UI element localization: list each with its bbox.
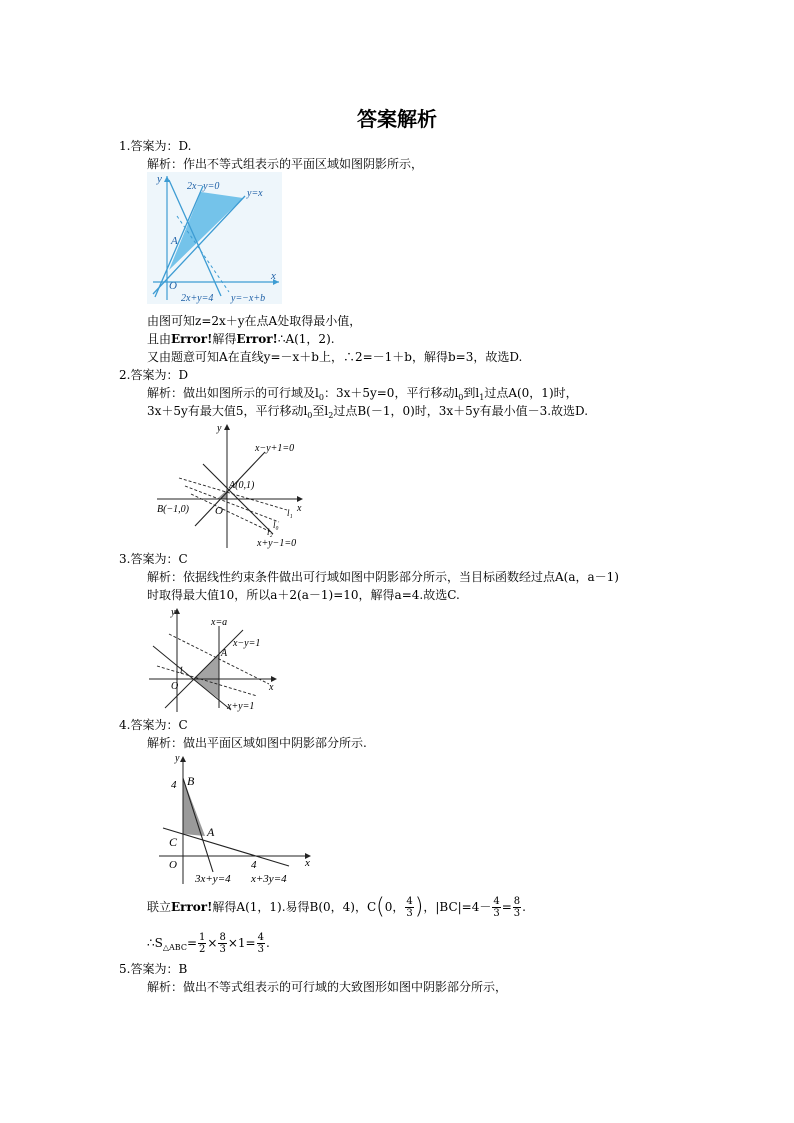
q1-analysis: 解析：作出不等式组表示的平面区域如图阴影所示， <box>147 157 424 171</box>
q5-answer: 5.答案为：B <box>119 962 188 976</box>
q4-fig-x-axis: x <box>305 857 310 869</box>
q1-fig-point-a: A <box>171 235 178 247</box>
q5-analysis: 解析：做出不等式组表示的可行域的大致图形如图中阴影部分所示， <box>147 980 508 994</box>
q1-line3: 又由题意可知A在直线y=－x＋b上，∴2=－1＋b，解得b=3，故选D. <box>147 350 523 364</box>
q3-fig-origin: O <box>171 681 179 692</box>
q4-figure <box>155 752 315 886</box>
q3-fig-label-x+y=1: x+y=1 <box>227 701 255 712</box>
q4-fig-y-axis: y <box>175 753 180 764</box>
q4-line1: 联立Error!解得A(1，1).易得B(0，4)，C(0， $\frac{4}{3}$ )，|BC|=4－ $\frac{4}{3}$ = $\frac{8}{3}$ . <box>147 894 526 920</box>
q1-line2: 且由Error!解得Error!∴A(1，2). <box>147 332 335 346</box>
q3-fig-point-a: A <box>221 648 228 659</box>
q2-fig-l0: l₀ <box>273 520 279 530</box>
q1-fig-label-y-x+b: y=−x+b <box>231 293 266 304</box>
q2-figure <box>155 422 307 550</box>
q2-fig-l1: l₁ <box>287 508 293 518</box>
q3-fig-label-x-y=1: x−y=1 <box>233 638 261 649</box>
q4-frac-4-3c: $\frac{4}{3}$ <box>257 932 264 955</box>
q3-fig-y-axis: y <box>171 607 176 618</box>
q2-fig-point-b: B(−1,0) <box>157 504 190 515</box>
q2-fig-l2: l₂ <box>267 527 273 537</box>
q1-fig-label-2x+y: 2x+y=4 <box>181 293 214 304</box>
q4-fig-point-a: A <box>207 825 215 839</box>
q4-analysis: 解析：做出平面区域如图中阴影部分所示. <box>147 736 367 750</box>
q4-fig-tick-x4: 4 <box>251 859 257 871</box>
q4-fig-tick-y4: 4 <box>171 779 177 791</box>
q3-line1: 解析：依据线性约束条件做出可行域如图中阴影部分所示，当目标函数经过点A(a，a－1) <box>147 570 619 584</box>
q1-figure <box>147 172 282 304</box>
q3-fig-x-axis: x <box>269 682 274 693</box>
q4-fig-label-3x+y: 3x+y=4 <box>195 873 231 885</box>
q1-answer: 1.答案为：D. <box>119 139 192 153</box>
q1-fig-y-axis: y <box>157 173 162 185</box>
q1-line1: 由图可知z=2x＋y在点A处取得最小值， <box>147 314 362 328</box>
q4-frac-1-2: $\frac{1}{2}$ <box>199 932 206 955</box>
q2-fig-x-axis: x <box>297 503 302 514</box>
q4-fig-point-b: B <box>187 774 195 788</box>
q2-fig-label-x-y+1: x−y+1=0 <box>255 443 295 454</box>
q4-fig-point-c: C <box>169 835 178 849</box>
q4-answer: 4.答案为：C <box>119 718 188 732</box>
q2-fig-point-a: A(0,1) <box>229 480 255 491</box>
q4-frac-8-3: $\frac{8}{3}$ <box>513 896 521 919</box>
q3-answer: 3.答案为：C <box>119 552 188 566</box>
q3-fig-label-x=a: x=a <box>211 617 228 628</box>
q4-fig-origin: O <box>169 859 177 871</box>
q4-frac-4-3b: $\frac{4}{3}$ <box>493 896 500 919</box>
q4-frac-8-3b: $\frac{8}{3}$ <box>219 932 226 955</box>
q2-line2: 3x＋5y有最大值5，平行移动$l_0$至$l_2$过点B(－1，0)时，3x＋5y有最小值－3.故选D. <box>147 404 589 420</box>
q2-fig-origin: O <box>215 505 223 517</box>
q2-line1: 解析：做出如图所示的可行域及$l_0$：3x＋5y=0，平行移动$l_0$到$l_1$过点A(0，1)时， <box>147 386 578 402</box>
page-title: 答案解析 <box>357 107 437 131</box>
q3-figure <box>147 606 279 714</box>
q2-fig-label-x+y-1: x+y−1=0 <box>257 538 297 549</box>
q1-fig-origin: O <box>169 280 177 292</box>
q3-line2: 时取得最大值10，所以a＋2(a－1)=10，解得a=4.故选C. <box>147 588 460 602</box>
q4-line2: $\therefore S_{\triangle ABC}=$ $\frac{1}{2}$ × $\frac{8}{3}$ ×1= $\frac{4}{3}$ . <box>147 932 270 955</box>
q1-fig-label-2x-y: 2x−y=0 <box>187 181 220 192</box>
q2-answer: 2.答案为：D <box>119 368 189 382</box>
q1-fig-label-yx: y=x <box>247 188 263 199</box>
q4-frac-4-3: $\frac{4}{3}$ <box>406 896 413 919</box>
q1-fig-x-axis: x <box>271 270 276 282</box>
q4-fig-label-x+3y: x+3y=4 <box>251 873 287 885</box>
q3-fig-tick-1: 1 <box>179 665 184 675</box>
q2-fig-y-axis: y <box>217 423 222 434</box>
